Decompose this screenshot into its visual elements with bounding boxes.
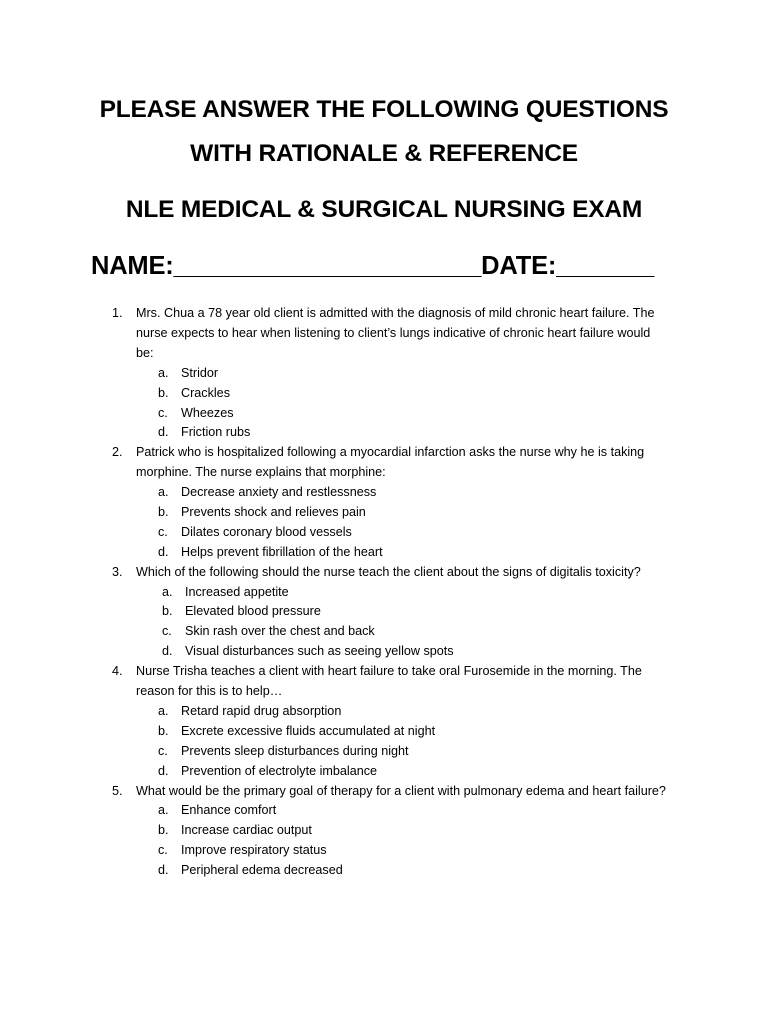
question-3: [0, 563, 768, 662]
question-5: [0, 782, 768, 881]
option-letter: d.: [158, 763, 169, 778]
option-d: [0, 423, 768, 443]
question-text: Which of the following should the nurse teach the client about the signs of digitalis toxicity?: [136, 564, 641, 579]
option-d: [0, 543, 768, 563]
question-list: [0, 304, 768, 881]
title-line-2: WITH RATIONALE & REFERENCE: [190, 140, 578, 167]
option-text: Skin rash over the chest and back: [185, 624, 375, 639]
option-letter: a.: [162, 584, 173, 599]
option-b: [0, 602, 768, 622]
option-text: Friction rubs: [181, 425, 251, 440]
option-letter: a.: [158, 803, 169, 818]
option-text: Improve respiratory status: [181, 843, 327, 858]
question-text: Patrick who is hospitalized following a myocardial infarction asks the nurse why he is taking morphine. The nurse explains that morphine:: [136, 445, 645, 480]
option-text: Prevention of electrolyte imbalance: [181, 763, 378, 778]
option-c: [0, 622, 768, 642]
option-b: [0, 821, 768, 841]
option-text: Prevents shock and relieves pain: [181, 504, 366, 519]
option-letter: d.: [162, 644, 173, 659]
option-text: Enhance comfort: [181, 803, 277, 818]
option-text: Increase cardiac output: [181, 823, 312, 838]
option-b: [0, 384, 768, 404]
question-number: 5.: [112, 783, 123, 798]
option-letter: c.: [162, 624, 172, 639]
question-number: 3.: [112, 564, 123, 579]
option-letter: d.: [158, 863, 169, 878]
option-text: Prevents sleep disturbances during night: [181, 743, 409, 758]
option-a: [0, 364, 768, 384]
option-text: Increased appetite: [185, 584, 289, 599]
option-text: Decrease anxiety and restlessness: [181, 485, 377, 500]
question-1: [0, 304, 768, 443]
option-letter: c.: [158, 843, 168, 858]
option-letter: a.: [158, 703, 169, 718]
question-2: [0, 443, 768, 562]
option-letter: c.: [158, 405, 168, 420]
question-text: What would be the primary goal of therapy for a client with pulmonary edema and heart failure?: [136, 783, 666, 798]
option-letter: d.: [158, 544, 169, 559]
option-text: Crackles: [181, 385, 230, 400]
option-d: [0, 762, 768, 782]
option-text: Peripheral edema decreased: [181, 863, 343, 878]
exam-title: NLE MEDICAL & SURGICAL NURSING EXAM: [125, 196, 643, 223]
question-text: Mrs. Chua a 78 year old client is admitted with the diagnosis of mild chronic heart failure. The nurse expects to hear when listening to client’s lungs indicative of chronic heart failure would be:: [136, 306, 655, 360]
name-date-line: NAME:______________________DATE:_______: [91, 252, 655, 280]
option-d: [0, 642, 768, 662]
option-letter: a.: [158, 365, 169, 380]
option-a: [0, 801, 768, 821]
title-line-1: PLEASE ANSWER THE FOLLOWING QUESTIONS: [99, 96, 669, 123]
option-a: [0, 483, 768, 503]
option-b: [0, 503, 768, 523]
option-d: [0, 861, 768, 881]
question-text: Nurse Trisha teaches a client with heart failure to take oral Furosemide in the morning. The reason for this is to help…: [136, 664, 642, 699]
option-text: Wheezes: [181, 405, 234, 420]
question-4: [0, 662, 768, 781]
option-text: Retard rapid drug absorption: [181, 703, 342, 718]
option-a: [0, 702, 768, 722]
option-text: Elevated blood pressure: [185, 604, 321, 619]
option-text: Helps prevent fibrillation of the heart: [181, 544, 383, 559]
option-c: [0, 523, 768, 543]
option-text: Excrete excessive fluids accumulated at night: [181, 723, 436, 738]
option-c: [0, 841, 768, 861]
option-c: [0, 742, 768, 762]
option-text: Stridor: [181, 365, 219, 380]
option-letter: b.: [158, 823, 169, 838]
option-c: [0, 404, 768, 424]
option-letter: a.: [158, 485, 169, 500]
question-number: 4.: [112, 664, 123, 679]
option-a: [0, 583, 768, 603]
option-letter: b.: [158, 385, 169, 400]
option-letter: c.: [158, 524, 168, 539]
option-letter: b.: [162, 604, 173, 619]
option-text: Dilates coronary blood vessels: [181, 524, 352, 539]
option-b: [0, 722, 768, 742]
option-text: Visual disturbances such as seeing yellow spots: [185, 644, 454, 659]
question-number: 2.: [112, 445, 123, 460]
option-letter: b.: [158, 504, 169, 519]
question-number: 1.: [112, 306, 123, 320]
option-letter: d.: [158, 425, 169, 440]
option-letter: c.: [158, 743, 168, 758]
option-letter: b.: [158, 723, 169, 738]
